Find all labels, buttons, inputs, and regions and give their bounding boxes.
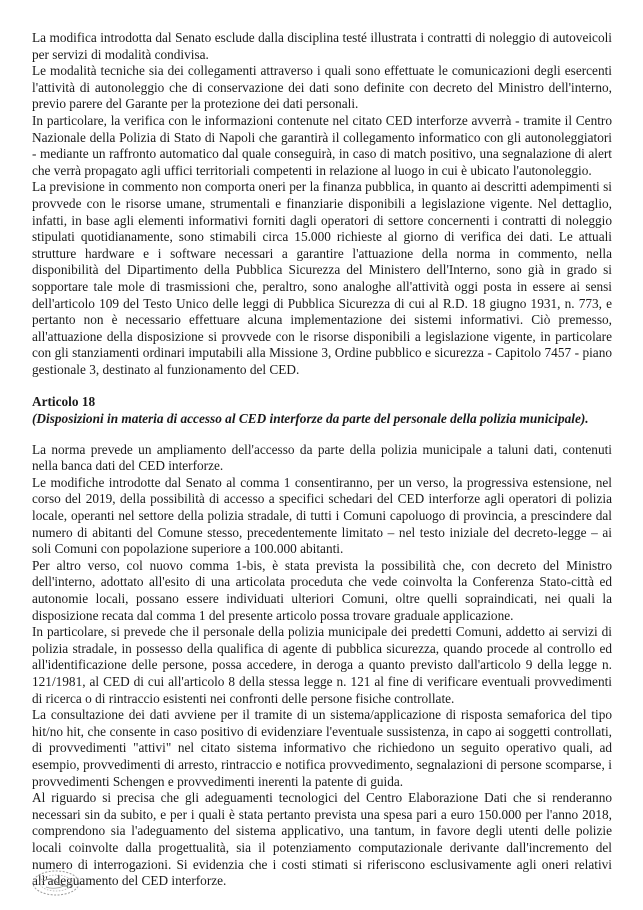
paragraph-ced-verification: In particolare, la verifica con le informazioni contenute nel citato CED interforze avverrà - tramite il Centro Nazionale della Polizia di Stato di Napoli che garantirà il collegamento informatico con gli autonoleggiatori - mediante un raffronto automatico dal quale conseguirà, in caso di match positivo, una segnalazione di alert che verrà propagato agli uffici territoriali competenti in relazione al luogo in cui è ubicato l'autonoleggio. xyxy=(32,112,612,178)
stamp-mark xyxy=(30,868,82,898)
paragraph-comma-1-bis: Per altro verso, col nuovo comma 1-bis, è stata prevista la possibilità che, con decreto del Ministro dell'interno, adottato all'esito di una articolata proceduta che vede coinvolta la Conferenza Stato-città ed autonomie locali, possano essere individuati ulteriori Comuni, oltre quelli sopraindicati, nei quali la disposizione recata dal comma 1 del presente articolo possa trovare graduale applicazione. xyxy=(32,557,612,623)
paragraph-senate-changes: Le modifiche introdotte dal Senato al comma 1 consentiranno, per un verso, la progressiva estensione, nel corso del 2019, della possibilità di accesso a specifici schedari del CED interforze agli operatori di polizia locale, operanti nel settore della polizia stradale, di tutti i Comuni capoluogo di provincia, a prescindere dal numero di abitanti del Comune stesso, precedentemente limitato – nel testo iniziale del decreto-legge – ai soli Comuni con popolazione superiore a 100.000 abitanti. xyxy=(32,474,612,557)
paragraph-car-sharing-exclusion: La modifica introdotta dal Senato esclude dalla disciplina testé illustrata i contratti di noleggio di autoveicoli per servizi di modalità condivisa. xyxy=(32,30,612,62)
article-heading: Articolo 18 xyxy=(32,394,96,410)
paragraph-financial-impact: La previsione in commento non comporta oneri per la finanza pubblica, in quanto ai descritti adempimenti si provvede con le risorse umane, strumentali e finanziarie disponibili a legislazione vigente. Nel dettaglio, infatti, in base agli elementi informativi forniti dagli operatori di settore concernenti i contratti di noleggio stipulati quotidianamente, sono stimabili circa 15.000 richieste al giorno di verifica dei dati. Le attuali strutture hardware e i software necessari a garantire l'attuazione della norma in commento, nella disponibilità del Dipartimento della Pubblica Sicurezza del Ministero dell'Interno, sono già in grado si sopportare tale mole di trasmissioni che, peraltro, sono analoghe all'attività oggi posta in essere ai sensi dell'articolo 109 del Testo Unico delle leggi di Pubblica Sicurezza di cui al R.D. 18 giugno 1931, n. 773, e pertanto non è necessario effettuare alcuna implementazione dei sistemi informativi. Ciò premesso, all'attuazione della disposizione si provvede con le risorse disponibili a legislazione vigente, in particolare con gli stanziamenti ordinari imputabili alla Missione 3, Ordine pubblico e sicurezza - Capitolo 7457 - piano gestionale 3, destinato al funzionamento del CED. xyxy=(32,179,612,377)
article-subheading: (Disposizioni in materia di accesso al CED interforze da parte del personale della polizia municipale). xyxy=(32,411,589,427)
paragraph-access-extension: La norma prevede un ampliamento dell'accesso da parte della polizia municipale a taluni dati, contenuti nella banca dati del CED interforze. xyxy=(32,441,612,474)
paragraph-hit-no-hit: La consultazione dei dati avviene per il tramite di un sistema/applicazione di risposta semaforica del tipo hit/no hit, che consente in caso positivo di evidenziare l'eventuale sussistenza, in capo ai soggetti controllati, di provvedimenti "attivi" nel citato sistema informativo che richiedono un seguito operativo quali, ad esempio, provvedimenti di arresto, rintraccio e notifica provvedimento, segnalazioni di persone scomparse, i provvedimenti Schengen e provvedimenti inerenti la patente di guida. xyxy=(32,707,612,789)
document-page xyxy=(32,30,612,890)
spacer xyxy=(32,378,612,394)
paragraph-technical-modalities: Le modalità tecniche sia dei collegamenti attraverso i quali sono effettuate le comunicazioni degli esercenti l'attività di autonoleggio che di conservazione dei dati sono definite con decreto del Ministro dell'interno, previo parere del Garante per la protezione dei dati personali. xyxy=(32,63,612,112)
paragraph-municipal-police: In particolare, si prevede che il personale della polizia municipale dei predetti Comuni, addetto ai servizi di polizia stradale, in possesso della qualifica di agente di pubblica sicurezza, quando procede al controllo ed all'identificazione delle persone, possa accedere, in deroga a quanto previsto dall'articolo 9 della legge n. 121/1981, al CED di cui all'articolo 8 della stessa legge n. 121 al fine di verificare eventuali provvedimenti di ricerca o di rintraccio esistenti nei confronti delle persone fisiche controllate. xyxy=(32,624,612,706)
paragraph-technological-adjustments: Al riguardo si precisa che gli adeguamenti tecnologici del Centro Elaborazione Dati che si renderanno necessari sin da subito, e per i quali è stata pertanto prevista una spesa pari a euro 150.000 per l'anno 2018, comprendono sia l'adeguamento del sistema applicativo, una tantum, in favore degli utenti delle polizie locali coinvolte dalla progettualità, sia il potenziamento computazionale derivante dall'incremento del numero di interrogazioni. Si evidenzia che i costi stimati si riferiscono esclusivamente agli oneri relativi all'adeguamento del CED interforze. xyxy=(32,790,612,889)
spacer xyxy=(32,428,612,442)
stamp-icon xyxy=(30,868,82,898)
